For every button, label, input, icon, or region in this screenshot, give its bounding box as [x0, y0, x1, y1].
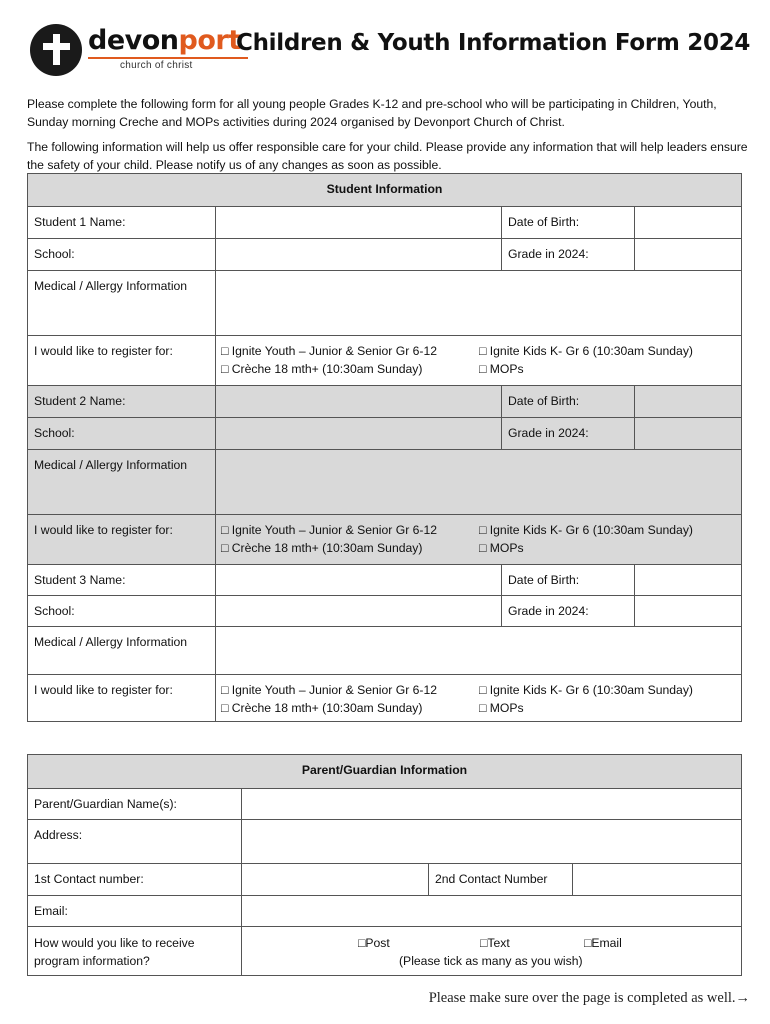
- student-2-dob-input[interactable]: [634, 386, 741, 417]
- student-2-school-row: [28, 417, 741, 449]
- student-1-medical-input[interactable]: [215, 271, 741, 335]
- tick-note: (Please tick as many as you wish): [399, 954, 583, 968]
- student-2-school-input[interactable]: [215, 418, 501, 449]
- student-2-register-row: [28, 514, 741, 564]
- option-ignite-kids-checkbox[interactable]: □ Ignite Kids K- Gr 6 (10:30am Sunday): [479, 683, 693, 697]
- student-2-grade-input[interactable]: [634, 418, 741, 449]
- cross-icon: [30, 24, 82, 76]
- parent-name-label: Parent/Guardian Name(s):: [34, 797, 177, 811]
- brand-subtitle: church of christ: [120, 60, 193, 71]
- student-section-heading: Student Information: [28, 174, 741, 206]
- register-label: I would like to register for:: [34, 344, 173, 358]
- contact-preference-row: [28, 926, 741, 975]
- option-ignite-youth-checkbox[interactable]: □ Ignite Youth – Junior & Senior Gr 6-12: [221, 523, 438, 537]
- email-label: Email:: [34, 904, 68, 918]
- option-creche-checkbox[interactable]: □ Crèche 18 mth+ (10:30am Sunday): [221, 701, 423, 715]
- dob-label: Date of Birth:: [508, 573, 580, 587]
- option-ignite-kids-checkbox[interactable]: □ Ignite Kids K- Gr 6 (10:30am Sunday): [479, 344, 693, 358]
- contact-row: [28, 863, 741, 895]
- student-2-medical-row: [28, 449, 741, 514]
- grade-label: Grade in 2024:: [508, 247, 589, 261]
- footer-note: Please make sure over the page is completed as well.→: [428, 990, 750, 1006]
- address-label: Address:: [34, 828, 83, 842]
- contact1-label: 1st Contact number:: [34, 872, 144, 886]
- student-1-name-row: [28, 206, 741, 238]
- email-row: [28, 895, 741, 926]
- dob-label: Date of Birth:: [508, 215, 580, 229]
- contact2-input[interactable]: [572, 864, 741, 895]
- student-name-label: Student 2 Name:: [34, 394, 126, 408]
- option-mops-checkbox[interactable]: □ MOPs: [479, 541, 524, 555]
- medical-label: Medical / Allergy Information: [34, 635, 188, 649]
- address-input[interactable]: [241, 820, 741, 863]
- option-ignite-kids-checkbox[interactable]: □ Ignite Kids K- Gr 6 (10:30am Sunday): [479, 523, 693, 537]
- student-1-name-input[interactable]: [215, 207, 501, 238]
- church-logo: [30, 24, 241, 76]
- brand-underline: [88, 57, 248, 59]
- student-3-dob-input[interactable]: [634, 565, 741, 595]
- school-label: School:: [34, 426, 75, 440]
- page-title: Children & Youth Information Form 2024: [236, 30, 751, 56]
- parent-name-row: [28, 788, 741, 819]
- register-label: I would like to register for:: [34, 523, 173, 537]
- option-ignite-youth-checkbox[interactable]: □ Ignite Youth – Junior & Senior Gr 6-12: [221, 683, 438, 697]
- student-2-medical-input[interactable]: [215, 450, 741, 514]
- school-label: School:: [34, 604, 75, 618]
- intro-paragraph-1: Please complete the following form for all young people Grades K-12 and pre-school who will be participating in Children, Youth, Sunday morning Creche and MOPs activities during 2024 organised by Devonport Church of Christ.: [27, 97, 717, 129]
- student-name-label: Student 3 Name:: [34, 573, 126, 587]
- student-3-school-input[interactable]: [215, 596, 501, 626]
- parent-name-input[interactable]: [241, 789, 741, 819]
- student-3-name-input[interactable]: [215, 565, 501, 595]
- dob-label: Date of Birth:: [508, 394, 580, 408]
- student-3-name-row: [28, 564, 741, 595]
- option-mops-checkbox[interactable]: □ MOPs: [479, 362, 524, 376]
- medical-label: Medical / Allergy Information: [34, 279, 188, 293]
- option-email-checkbox[interactable]: □Email: [584, 936, 622, 950]
- address-row: [28, 819, 741, 863]
- student-name-label: Student 1 Name:: [34, 215, 126, 229]
- option-text-checkbox[interactable]: □Text: [480, 936, 510, 950]
- student-1-grade-input[interactable]: [634, 239, 741, 270]
- student-3-school-row: [28, 595, 741, 626]
- option-mops-checkbox[interactable]: □ MOPs: [479, 701, 524, 715]
- student-information-table: [27, 173, 742, 722]
- parent-information-table: [27, 754, 742, 976]
- student-1-medical-row: [28, 270, 741, 335]
- student-2-name-input[interactable]: [215, 386, 501, 417]
- parent-section-heading: Parent/Guardian Information: [28, 755, 741, 788]
- option-ignite-youth-checkbox[interactable]: □ Ignite Youth – Junior & Senior Gr 6-12: [221, 344, 438, 358]
- student-1-register-row: [28, 335, 741, 385]
- student-2-name-row: [28, 385, 741, 417]
- contact1-input[interactable]: [241, 864, 428, 895]
- student-3-grade-input[interactable]: [634, 596, 741, 626]
- contact2-label: 2nd Contact Number: [435, 872, 548, 886]
- student-3-register-row: [28, 674, 741, 721]
- intro-paragraph-2: The following information will help us offer responsible care for your child. Please provide any information that will help leaders ensure the safety of your child. Please notify us of any changes as soon as possible.: [27, 140, 748, 172]
- student-3-medical-row: [28, 626, 741, 674]
- brand-name: devonport: [88, 25, 241, 56]
- student-1-school-input[interactable]: [215, 239, 501, 270]
- option-creche-checkbox[interactable]: □ Crèche 18 mth+ (10:30am Sunday): [221, 362, 423, 376]
- option-creche-checkbox[interactable]: □ Crèche 18 mth+ (10:30am Sunday): [221, 541, 423, 555]
- option-post-checkbox[interactable]: □Post: [358, 936, 390, 950]
- register-label: I would like to register for:: [34, 683, 173, 697]
- student-1-school-row: [28, 238, 741, 270]
- student-3-medical-input[interactable]: [215, 627, 741, 674]
- email-input[interactable]: [241, 896, 741, 926]
- preference-label-line1: How would you like to receive: [34, 936, 195, 950]
- student-1-dob-input[interactable]: [634, 207, 741, 238]
- school-label: School:: [34, 247, 75, 261]
- grade-label: Grade in 2024:: [508, 426, 589, 440]
- medical-label: Medical / Allergy Information: [34, 458, 188, 472]
- preference-label-line2: program information?: [34, 954, 150, 968]
- grade-label: Grade in 2024:: [508, 604, 589, 618]
